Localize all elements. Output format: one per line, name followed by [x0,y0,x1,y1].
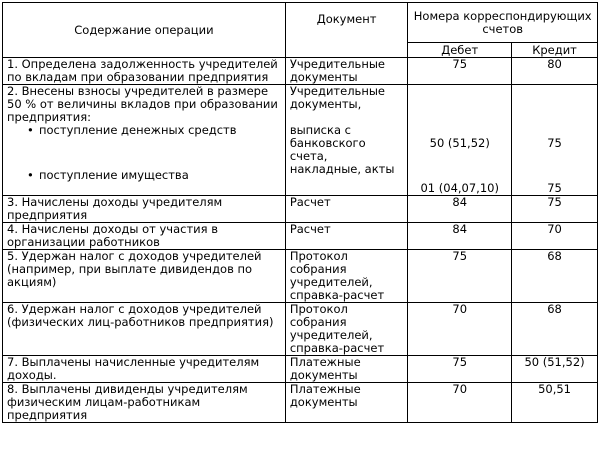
table-row [3,383,598,423]
row-debit: 70 [408,383,512,423]
row-credit: 75 [512,196,598,223]
row-credit: 70 [512,223,598,250]
header-debit: Дебет [408,43,512,58]
table-row [3,223,598,250]
sub-debit-cash: 50 (51,52) [429,136,490,150]
row-credit: 50,51 [512,383,598,423]
row-document: Протокол собрания учредителей, справка-расчет [285,250,408,303]
table-row [3,356,598,383]
row-document: Расчет [285,196,408,223]
row-credit: 80 [512,58,598,85]
row-debit: 75 [408,58,512,85]
row-document: Протокол собрания учредителей, справка-расчет [285,303,408,356]
sub-debit-property: 01 (04,07,10) [420,181,499,195]
header-operation: Содержание операции [3,3,286,58]
row-debit: 75 [408,356,512,383]
table-row [3,58,598,85]
row-debit-group [408,85,512,196]
sub-document-cash: выписка с банковского счета, [289,123,366,163]
sub-item-property: • поступление имущества [7,169,281,182]
row-credit: 68 [512,303,598,356]
accounting-table [2,2,598,423]
row-document: Расчет [285,223,408,250]
row-document-group [285,85,408,196]
header-document: Документ [285,3,408,58]
row-document: Учредительные документы [285,58,408,85]
row-debit: 70 [408,303,512,356]
header-credit: Кредит [512,43,598,58]
row-operation: 7. Выплачены начисленные учредителям доходы. [3,356,286,383]
table-row [3,85,598,196]
table-row [3,196,598,223]
row-debit: 84 [408,223,512,250]
header-accounts: Номера корреспондирующих счетов [408,3,598,43]
row-operation: 2. Внесены взносы учредителей в размере 50 % от величины вкладов при образовании предприятия: [7,84,278,124]
sub-document-property: накладные, акты [289,162,395,176]
row-debit: 84 [408,196,512,223]
header-row [3,3,598,43]
row-operation: 5. Удержан налог с доходов учредителей (например, при выплате дивидендов по акциям) [3,250,286,303]
row-operation-group [3,85,286,196]
row-document: Учредительные документы, [289,84,386,111]
sub-credit-property: 75 [547,181,562,195]
sub-credit-cash: 75 [547,136,562,150]
row-operation: 4. Начислены доходы от участия в организации работников [3,223,286,250]
row-operation: 8. Выплачены дивиденды учредителям физическим лицам-работникам предприятия [3,383,286,423]
table-row [3,250,598,303]
row-document: Платежные документы [285,356,408,383]
row-credit-group [512,85,598,196]
row-document: Платежные документы [285,383,408,423]
row-credit: 50 (51,52) [512,356,598,383]
table-row [3,303,598,356]
row-operation: 1. Определена задолженность учредителей по вкладам при образовании предприятия [3,58,286,85]
row-operation: 6. Удержан налог с доходов учредителей (физических лиц-работников предприятия) [3,303,286,356]
row-credit: 68 [512,250,598,303]
row-debit: 75 [408,250,512,303]
row-operation: 3. Начислены доходы учредителям предприятия [3,196,286,223]
sub-item-cash: • поступление денежных средств [7,124,281,137]
